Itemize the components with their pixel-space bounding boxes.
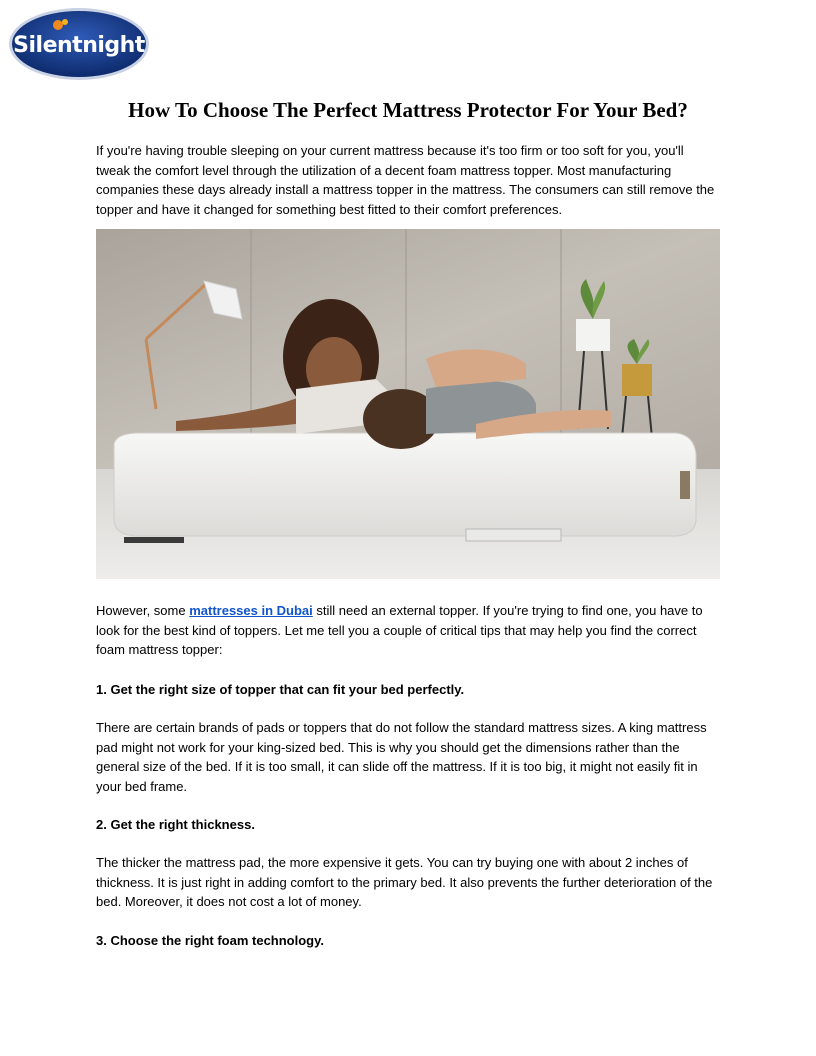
mattresses-in-dubai-link[interactable]: mattresses in Dubai (189, 603, 313, 618)
paragraph-text-after-link: still need an external topper. If you're trying to find one, you have to look for the best kind of toppers. Let me tell you a couple of critical tips that may help you find the correct foam mattress topper: (96, 603, 703, 657)
bed-photo (96, 229, 720, 579)
paragraph-thickness: The thicker the mattress pad, the more expensive it gets. You can try buying one with about 2 inches of thickness. It is just right in adding comfort to the primary bed. It also prevents the further deterioration of the bed. Moreover, it does not cost a lot of money. (96, 855, 713, 909)
brand-logo[interactable] (8, 7, 150, 81)
paragraph-external-topper (96, 601, 720, 660)
section-heading-foam: 3. Choose the right foam technology. (96, 933, 324, 948)
article-title: How To Choose The Perfect Mattress Protector For Your Bed? (128, 98, 688, 122)
paragraph-size: There are certain brands of pads or toppers that do not follow the standard mattress sizes. A king mattress pad might not work for your king-sized bed. This is why you should get the dimensions rather than the general size of the bed. If it is too small, it can slide off the mattress. If it is too big, it might not easily fit in your bed frame. (96, 720, 707, 794)
paragraph-text-before-link: However, some (96, 603, 190, 618)
logo-wordmark: Silentnight (13, 33, 145, 58)
intro-paragraph: If you're having trouble sleeping on your current mattress because it's too firm or too soft for you, you'll tweak the comfort level through the utilization of a decent foam mattress topper. Most manufacturing companies these days already install a mattress topper in the mattress. The consumers can still remove the topper and have it changed for something best fitted to their comfort preferences. (96, 143, 715, 217)
section-heading-thickness: 2. Get the right thickness. (96, 817, 255, 832)
section-heading-size: 1. Get the right size of topper that can fit your bed perfectly. (96, 682, 465, 697)
